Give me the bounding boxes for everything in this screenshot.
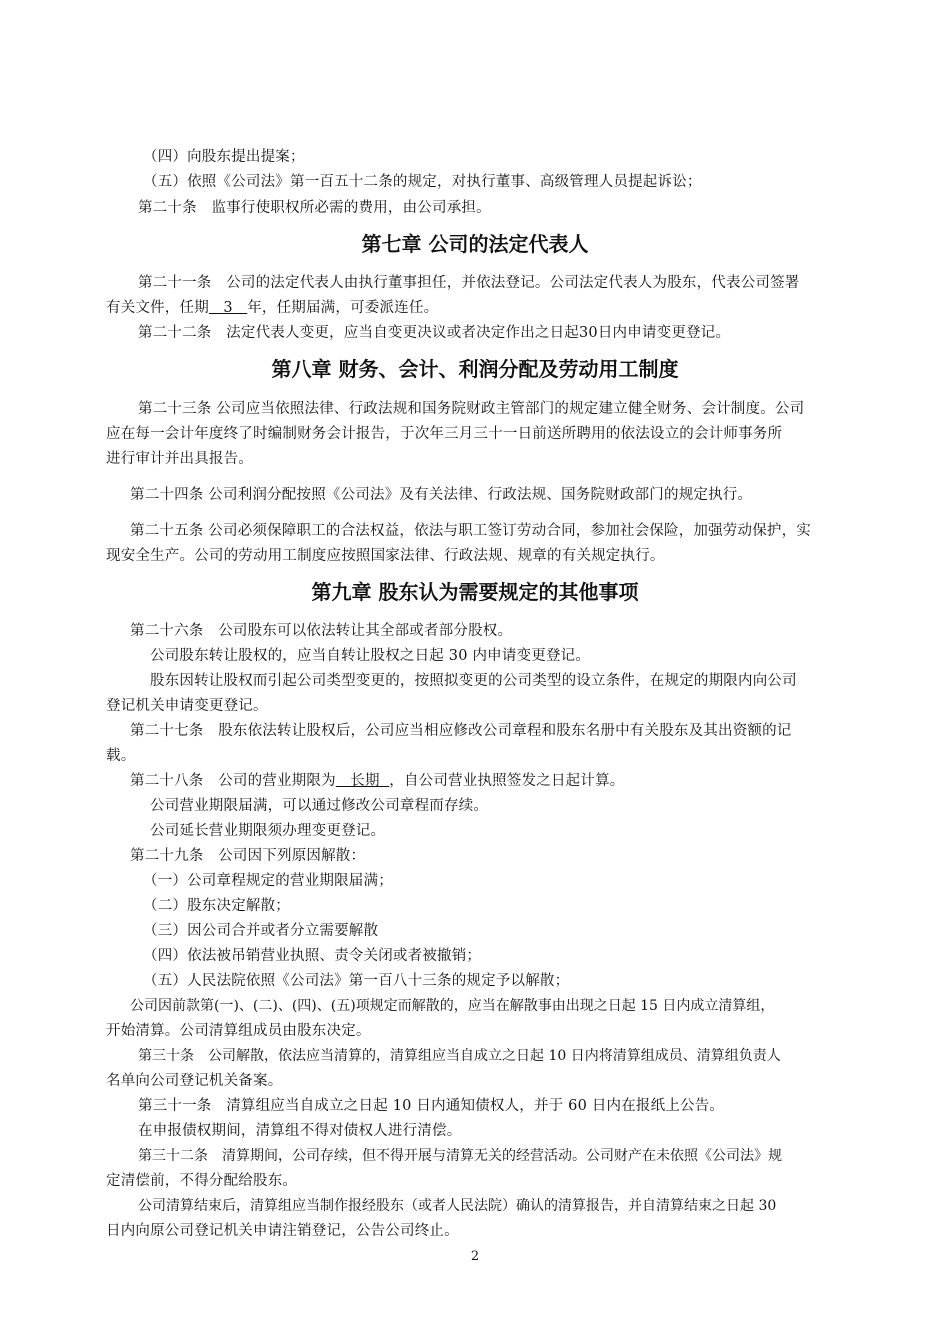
article-32-line-2: 定清偿前，不得分配给股东。 xyxy=(106,1173,298,1189)
article-26-para-3-line-1: 股东因转让股权而引起公司类型变更的，按照拟变更的公司类型的设立条件，在规定的期限内向公司 xyxy=(150,673,797,689)
article-24: 第二十四条 公司利润分配按照《公司法》及有关法律、行政法规、国务院财政部门的规定执行。 xyxy=(130,487,753,503)
page-number: 2 xyxy=(470,1249,480,1264)
dissolution-item-4: （四）依法被吊销营业执照、责令关闭或者被撤销； xyxy=(143,948,482,964)
article-28-para-2: 公司营业期限届满，可以通过修改公司章程而存续。 xyxy=(150,798,489,814)
liquidation-para-line-2: 开始清算。公司清算组成员由股东决定。 xyxy=(106,1023,371,1039)
article-28-para-3: 公司延长营业期限须办理变更登记。 xyxy=(150,823,386,839)
text: 有关文件，任期 xyxy=(106,300,209,316)
term-years-value: 3 xyxy=(208,300,248,316)
article-30-line-2: 名单向公司登记机关备案。 xyxy=(106,1073,283,1089)
article-23-line-3: 进行审计并出具报告。 xyxy=(106,451,253,467)
article-26-para-3-line-2: 登记机关申请变更登记。 xyxy=(106,698,268,714)
article-29: 第二十九条 公司因下列原因解散： xyxy=(130,848,366,864)
article-23-line-2: 应在每一会计年度终了时编制财务会计报告，于次年三月三十一日前送所聘用的依法设立的会计师事务所 xyxy=(106,426,783,442)
article-22: 第二十二条 法定代表人变更，应当自变更决议或者决定作出之日起30日内申请变更登记。 xyxy=(138,325,731,341)
text: ，自公司营业执照签发之日起计算。 xyxy=(389,773,625,789)
chapter-9-heading: 第九章 股东认为需要规定的其他事项 xyxy=(311,580,639,604)
dissolution-item-5: （五）人民法院依照《公司法》第一百八十三条的规定予以解散； xyxy=(143,973,570,989)
clause-item-5: （五）依照《公司法》第一百五十二条的规定，对执行董事、高级管理人员提起诉讼； xyxy=(143,174,702,190)
dissolution-item-1: （一）公司章程规定的营业期限届满； xyxy=(143,873,393,889)
text: 年，任期届满，可委派连任。 xyxy=(247,300,439,316)
article-23-line-1: 第二十三条 公司应当依照法律、行政法规和国务院财政主管部门的规定建立健全财务、会计制度。公司 xyxy=(138,401,805,417)
dissolution-item-3: （三）因公司合并或者分立需要解散 xyxy=(143,923,379,939)
article-27-line-1: 第二十七条 股东依法转让股权后，公司应当相应修改公司章程和股东名册中有关股东及其出资额的记 xyxy=(130,723,792,739)
article-26: 第二十六条 公司股东可以依法转让其全部或者部分股权。 xyxy=(130,623,513,639)
article-28 xyxy=(130,770,910,792)
article-21-line-2 xyxy=(106,297,886,319)
article-31: 第三十一条 清算组应当自成立之日起 10 日内通知债权人，并于 60 日内在报纸上公告。 xyxy=(138,1098,725,1114)
article-31-para-2: 在申报债权期间，清算组不得对债权人进行清偿。 xyxy=(138,1123,462,1139)
article-32-line-1: 第三十二条 清算期间，公司存续，但不得开展与清算无关的经营活动。公司财产在未依照《公司法》规 xyxy=(138,1148,782,1164)
text: 第二十八条 公司的营业期限为 xyxy=(130,773,336,789)
clause-item-4: （四）向股东提出提案； xyxy=(143,149,305,165)
article-25-line-2: 现安全生产。公司的劳动用工制度应按照国家法律、行政法规、规章的有关规定执行。 xyxy=(106,548,665,564)
liquidation-para-line-1: 公司因前款第(一)、(二)、(四)、(五)项规定而解散的，应当在解散事由出现之日起 15 日内成立清算组， xyxy=(130,998,775,1014)
chapter-8-heading: 第八章 财务、会计、利润分配及劳动用工制度 xyxy=(271,357,679,381)
article-26-para-2: 公司股东转让股权的，应当自转让股权之日起 30 内申请变更登记。 xyxy=(150,648,591,664)
article-30-line-1: 第三十条 公司解散，依法应当清算的，清算组应当自成立之日起 10 日内将清算组成员、清算组负责人 xyxy=(138,1048,781,1064)
article-25-line-1: 第二十五条 公司必须保障职工的合法权益，依法与职工签订劳动合同，参加社会保险，加强劳动保护，实 xyxy=(130,523,812,539)
article-27-line-2: 载。 xyxy=(106,748,136,764)
article-32-para-2-line-1: 公司清算结束后，清算组应当制作报经股东（或者人民法院）确认的清算报告，并自清算结束之日起 30 xyxy=(138,1198,777,1214)
dissolution-item-2: （二）股东决定解散； xyxy=(143,898,290,914)
article-32-para-2-line-2: 日内向原公司登记机关申请注销登记，公告公司终止。 xyxy=(106,1223,459,1239)
business-term-value: 长期 xyxy=(335,773,390,789)
article-20: 第二十条 监事行使职权所必需的费用，由公司承担。 xyxy=(138,200,491,216)
article-21-line-1: 第二十一条 公司的法定代表人由执行董事担任，并依法登记。公司法定代表人为股东，代表公司签署 xyxy=(138,275,800,291)
chapter-7-heading: 第七章 公司的法定代表人 xyxy=(361,232,589,256)
